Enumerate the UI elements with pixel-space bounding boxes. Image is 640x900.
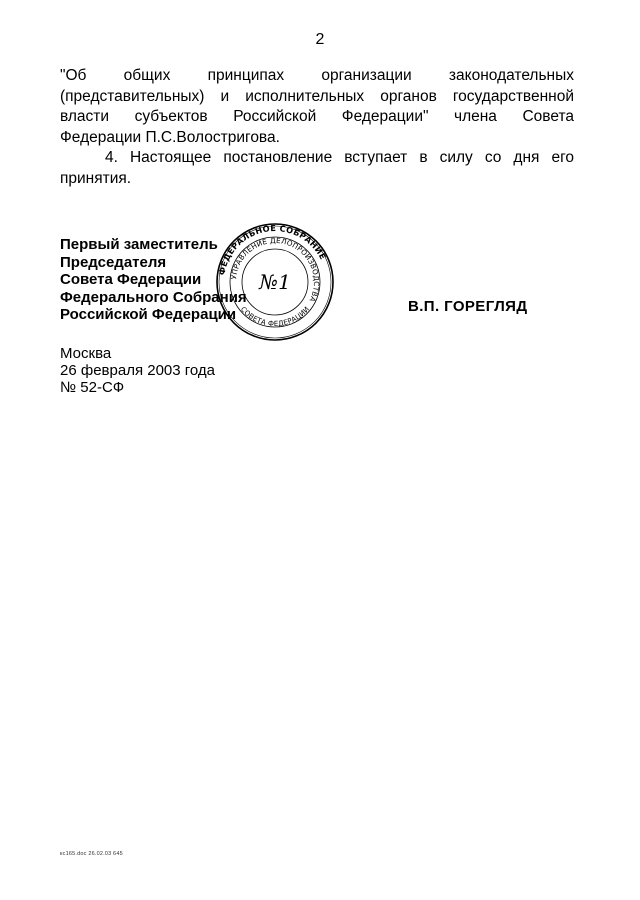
text-line: принятия.: [60, 169, 132, 187]
signatory-title-line: Совета Федерации: [60, 271, 202, 288]
text-line: (представительных) и исполнительных органов государственной: [60, 87, 574, 105]
signatory-title-line: Российской Федерации: [60, 306, 237, 323]
svg-text:СОВЕТА ФЕДЕРАЦИИ: [239, 305, 311, 328]
text-line: "Об общих принципах организации законодательных: [60, 67, 574, 84]
signatory-title-line: Первый заместитель: [60, 236, 218, 253]
signatory-title-line: Федерального Собрания: [60, 288, 247, 306]
official-seal-stamp: [215, 222, 335, 342]
paragraph-effective-clause: [60, 148, 574, 189]
signatory-title-line: Председателя: [60, 253, 167, 271]
paragraph-decision-continued: [60, 66, 574, 148]
signatory-name: В.П. ГОРЕГЛЯД: [408, 298, 528, 315]
document-place: Москва: [60, 345, 112, 362]
text-line: Федерации П.С.Волостригова.: [60, 128, 280, 146]
document-date: 26 февраля 2003 года: [60, 362, 216, 379]
text-line: власти субъектов Российской Федерации" члена Совета: [60, 108, 574, 125]
seal-inner-text: УПРАВЛЕНИЕ ДЕЛОПРОИЗВОДСТВА: [229, 235, 322, 304]
page-number: 2: [315, 31, 325, 48]
seal-bottom-text: СОВЕТА ФЕДЕРАЦИИ: [238, 305, 312, 329]
document-number: № 52-СФ: [60, 379, 125, 396]
document-place-date-number: [60, 345, 215, 396]
file-reference-footer: кс165.doc 26.02.03 645: [60, 851, 123, 857]
seal-outer-text: ФЕДЕРАЛЬНОЕ СОБРАНИЕ: [216, 222, 329, 277]
seal-number: №1: [259, 270, 291, 294]
text-line: 4. Настоящее постановление вступает в силу со дня его: [105, 149, 574, 166]
